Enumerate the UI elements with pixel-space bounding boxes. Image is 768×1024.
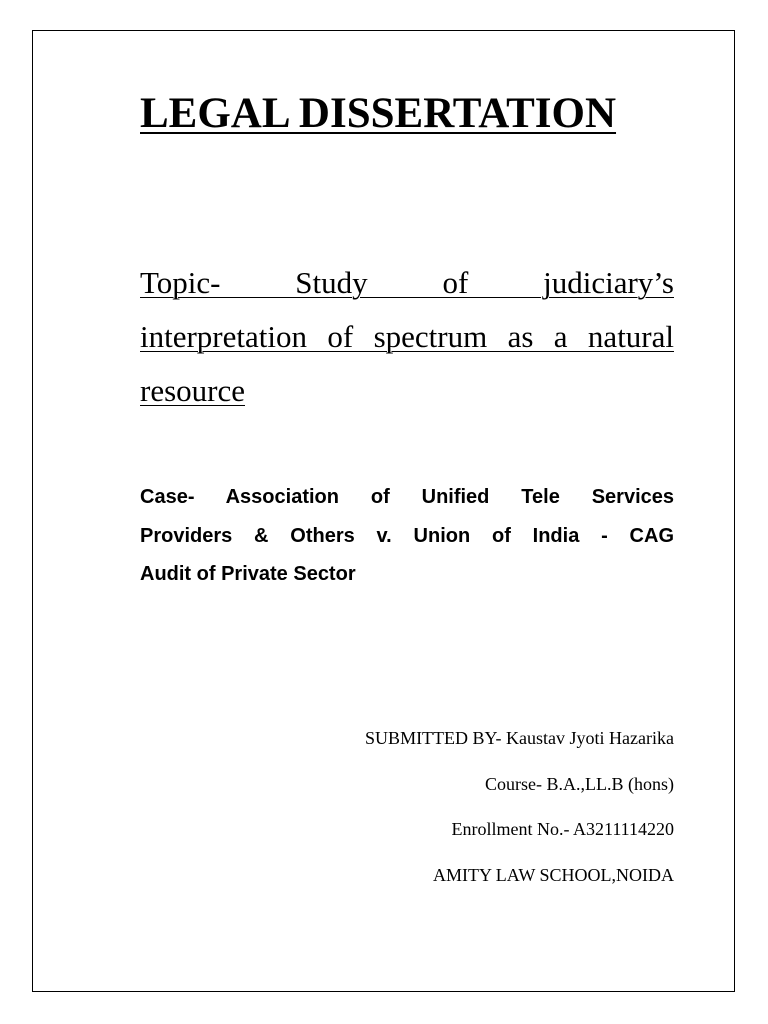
case-line: Audit of Private Sector: [140, 563, 356, 585]
topic-line: interpretation of spectrum as a natural: [140, 319, 674, 354]
topic-paragraph: [140, 256, 674, 418]
enrollment-number: Enrollment No.- A3211114220: [451, 819, 674, 839]
submitted-by: SUBMITTED BY- Kaustav Jyoti Hazarika: [365, 728, 674, 748]
topic-line: Topic- Study of judiciary’s: [140, 265, 674, 300]
institution: AMITY LAW SCHOOL,NOIDA: [432, 864, 674, 885]
case-paragraph: [140, 478, 674, 594]
submission-details: [254, 724, 674, 906]
document-title: LEGAL DISSERTATION: [140, 90, 617, 137]
course: Course- B.A.,LL.B (hons): [485, 773, 674, 794]
case-line: Providers & Others v. Union of India - CAG: [140, 524, 674, 547]
case-line: Case- Association of Unified Tele Services: [140, 486, 674, 508]
topic-line: resource: [140, 373, 245, 408]
